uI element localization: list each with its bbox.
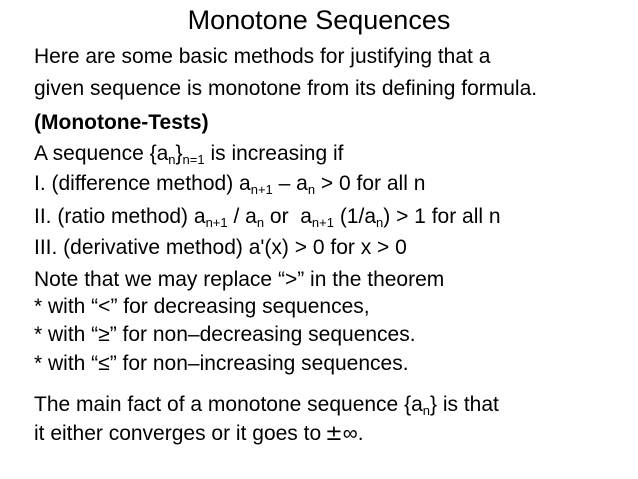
ratio-text-post: ) > 1 for all n <box>383 205 501 228</box>
diff-text-post: > 0 for all n <box>315 172 426 195</box>
difference-method <box>34 172 425 196</box>
ratio-text-mid1: / a <box>227 205 257 228</box>
ratio-sub-3: n+1 <box>311 215 334 230</box>
diff-text-pre: I. (difference method) a <box>34 172 251 195</box>
ratio-text-pre: II. (ratio method) a <box>34 205 206 228</box>
bullet-decreasing: * with “<” for decreasing sequences, <box>34 295 370 318</box>
intro-line-1: Here are some basic methods for justifying that a <box>34 45 491 68</box>
ratio-sub-1: n+1 <box>205 215 228 230</box>
fact2-text-post: ∞. <box>342 422 364 445</box>
diff-text-mid: – a <box>272 172 308 195</box>
bullet-non-decreasing: * with “≥” for non–decreasing sequences. <box>34 323 416 346</box>
main-fact-line-2 <box>34 421 364 446</box>
inc-text-mid: } <box>175 142 183 165</box>
intro-line-2: given sequence is monotone from its defining formula. <box>34 77 538 100</box>
inc-sub-n: n <box>168 152 176 167</box>
slide-title: Monotone Sequences <box>187 5 451 35</box>
ratio-text-mid3: (1/a <box>333 205 377 228</box>
ratio-sub-2: n <box>256 215 265 230</box>
ratio-method <box>34 205 501 229</box>
fact-text-post: } is that <box>430 393 499 416</box>
fact-sub-n: n <box>422 403 430 418</box>
derivative-method: III. (derivative method) a'(x) > 0 for x > 0 <box>34 236 407 259</box>
tests-heading: (Monotone-Tests) <box>34 111 209 134</box>
note-line: Note that we may replace “>” in the theorem <box>34 268 445 291</box>
inc-text-pre: A sequence {a <box>34 142 169 165</box>
fact-text-pre: The main fact of a monotone sequence {a <box>34 393 423 416</box>
inc-text-post: is increasing if <box>204 142 344 165</box>
bullet-non-increasing: * with “≤” for non–increasing sequences. <box>34 352 409 375</box>
ratio-text-mid2: or a <box>264 205 312 228</box>
ratio-sub-4: n <box>376 215 384 230</box>
main-fact-line-1 <box>34 393 499 417</box>
fact2-text-pre: it either converges or it goes to <box>34 422 322 445</box>
inc-sub-range: n=1 <box>182 152 205 167</box>
diff-sub-2: n <box>307 182 316 197</box>
plus-minus-symbol: ± <box>325 421 343 445</box>
diff-sub-1: n+1 <box>250 182 273 197</box>
increasing-definition <box>34 142 344 166</box>
